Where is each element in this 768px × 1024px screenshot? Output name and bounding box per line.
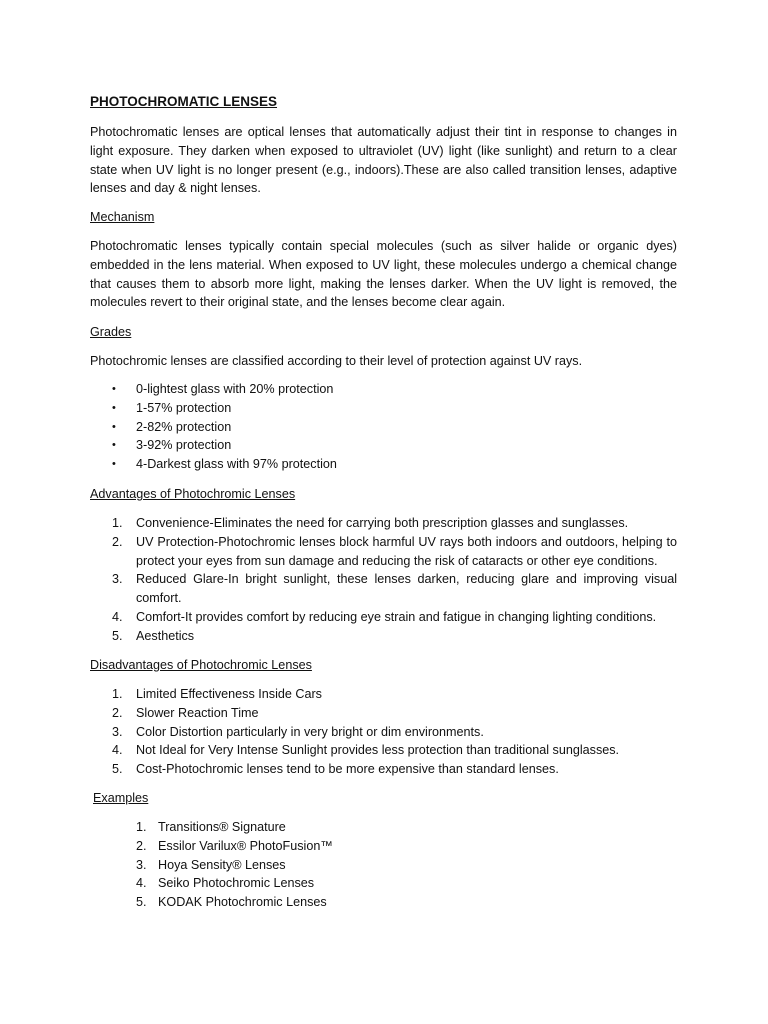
list-item: 4. Not Ideal for Very Intense Sunlight provides less protection than traditional sunglasses. (112, 743, 620, 758)
list-item: 3. Reduced Glare-In bright sunlight, these lenses darken, reducing glare and improving visual comfort. (112, 572, 677, 606)
mechanism-heading: Mechanism (90, 210, 155, 224)
grades-paragraph: Photochromic lenses are classified according to their level of protection against UV rays. (90, 354, 583, 368)
list-item: 2. UV Protection-Photochromic lenses block harmful UV rays both indoors and outdoors, helping to protect your eyes from sun damage and reducing the risk of cataracts or other eye conditions. (112, 534, 677, 568)
list-item: 1. Limited Effectiveness Inside Cars (112, 687, 322, 701)
list-item: • 4-Darkest glass with 97% protection (90, 455, 677, 474)
bullet-icon: • (112, 439, 116, 452)
disadvantages-list (90, 685, 677, 779)
list-item: 5. KODAK Photochromic Lenses (136, 895, 327, 910)
mechanism-paragraph: Photochromatic lenses typically contain special molecules (such as silver halide or organic dyes) embedded in the lens material. When exposed to UV light, these molecules undergo a chemical change that causes them to absorb more light, making the lenses darker. When the UV light is removed, the molecules revert to their original state, and the lenses become clear again. (90, 239, 677, 310)
examples-list (90, 818, 677, 912)
grades-heading: Grades (90, 325, 132, 339)
list-item: 2. Slower Reaction Time (112, 705, 259, 720)
advantages-list (90, 514, 677, 646)
list-item: 1. Convenience-Eliminates the need for carrying both prescription glasses and sunglasses. (112, 516, 629, 530)
disadvantages-heading: Disadvantages of Photochromic Lenses (90, 658, 312, 672)
list-item: 3. Color Distortion particularly in very bright or dim environments. (112, 724, 484, 739)
examples-heading: Examples (93, 791, 149, 805)
list-item: • 0-lightest glass with 20% protection (90, 380, 677, 399)
bullet-icon: • (112, 383, 116, 395)
intro-paragraph: Photochromatic lenses are optical lenses that automatically adjust their tint in response to changes in light exposure. They darken when exposed to ultraviolet (UV) light (like sunlight) and return to a clear state when UV light is no longer present (e.g., indoors).These are also called transition lenses, adaptive lenses and day & night lenses. (90, 125, 677, 196)
advantages-heading: Advantages of Photochromic Lenses (90, 487, 296, 501)
page-title: PHOTOCHROMATIC LENSES (90, 94, 278, 109)
list-item: 5. Cost-Photochromic lenses tend to be more expensive than standard lenses. (112, 762, 559, 777)
list-item: 1. Transitions® Signature (136, 820, 286, 834)
bullet-icon: • (112, 458, 116, 471)
bullet-icon: • (112, 420, 116, 433)
list-item: 5. Aesthetics (112, 628, 195, 643)
list-item: • 1-57% protection (90, 399, 677, 418)
list-item: • 2-82% protection (90, 418, 677, 437)
list-item: 3. Hoya Sensity® Lenses (136, 857, 286, 872)
list-item: 4. Comfort-It provides comfort by reducing eye strain and fatigue in changing lighting conditions. (112, 609, 657, 624)
grades-list (90, 380, 677, 474)
bullet-icon: • (112, 401, 116, 414)
list-item: 2. Essilor Varilux® PhotoFusion™ (136, 838, 333, 853)
list-item: • 3-92% protection (90, 436, 677, 455)
list-item: 4. Seiko Photochromic Lenses (136, 876, 315, 891)
